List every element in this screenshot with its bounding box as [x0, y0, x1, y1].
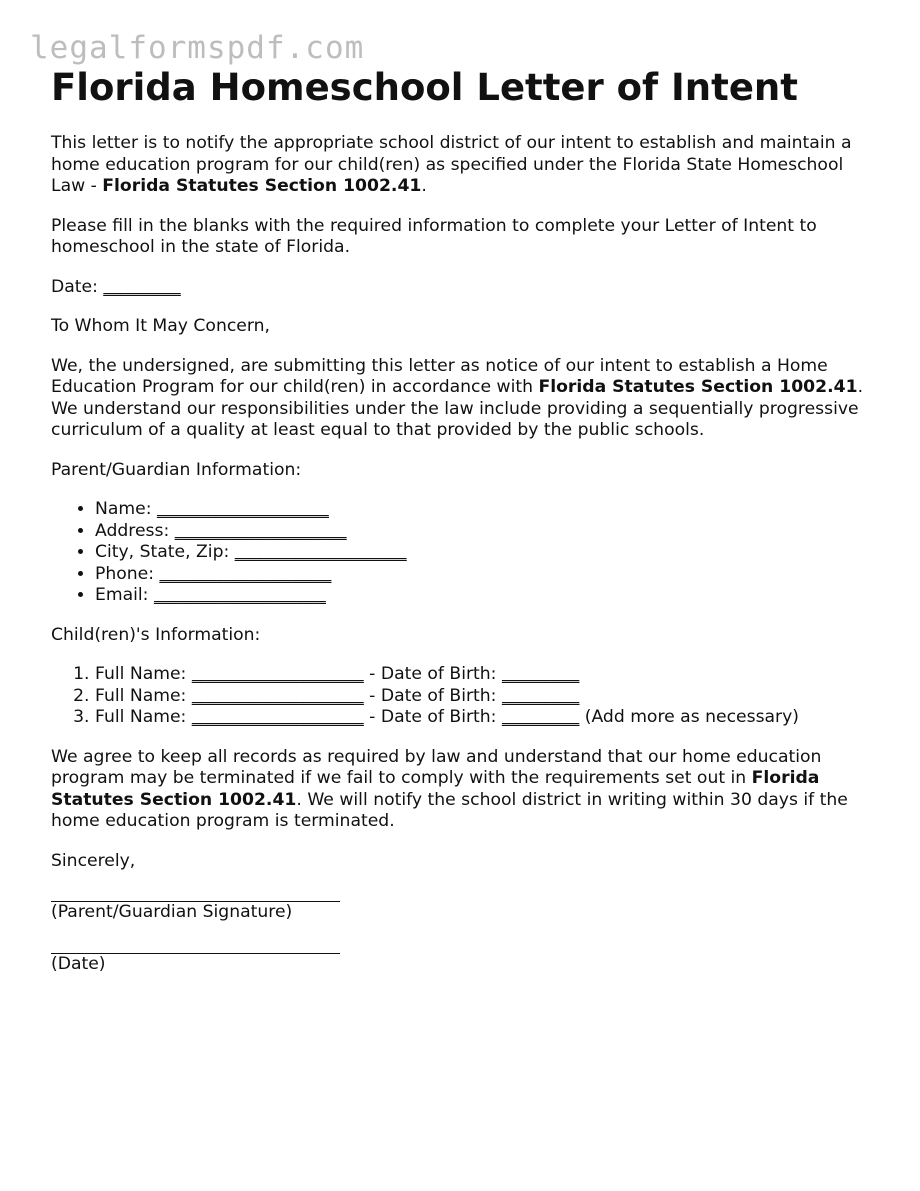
- list-item: [95, 664, 881, 686]
- parent-phone-blank[interactable]: ____________________: [159, 563, 332, 584]
- watermark: legalformspdf.com: [30, 30, 365, 66]
- child-dob-blank[interactable]: _________: [501, 664, 580, 684]
- child-dob-label: - Date of Birth:: [363, 664, 502, 684]
- child-name-label: Full Name:: [95, 685, 192, 706]
- agreement-text: We agree to keep all records as required by law and understand that our home education program may be terminated if we fail to comply with the requirements set out in: [51, 746, 822, 788]
- instructions-paragraph: Please fill in the blanks with the required information to complete your Letter of Intent to homeschool in the state of Florida.: [51, 215, 817, 257]
- child-name-blank[interactable]: ____________________: [191, 685, 364, 706]
- date-blank[interactable]: _________: [103, 276, 181, 297]
- intro-text-end: .: [421, 176, 427, 196]
- salutation: To Whom It May Concern,: [51, 316, 270, 336]
- page-title: Florida Homeschool Letter of Intent: [51, 66, 798, 109]
- signature-caption: (Parent/Guardian Signature): [51, 902, 293, 922]
- parent-email-label: Email:: [95, 585, 154, 605]
- child-name-blank[interactable]: ____________________: [191, 664, 364, 684]
- parent-email-blank[interactable]: ____________________: [153, 585, 326, 605]
- parent-address-blank[interactable]: ____________________: [174, 520, 347, 541]
- intro-text: This letter is to notify the appropriate school district of our intent to establish and maintain a home education program for our child(ren) as specified under the Florida State Homeschool Law -: [51, 133, 852, 196]
- agreement-paragraph: [51, 747, 881, 833]
- parent-city-blank[interactable]: ____________________: [234, 542, 407, 562]
- child-dob-blank[interactable]: _________: [501, 707, 580, 727]
- notice-text-end: . We understand our responsibilities under the law include providing a sequentially progressive curriculum of a quality at least equal to that provided by the public schools.: [51, 377, 864, 440]
- child-name-blank[interactable]: ____________________: [191, 707, 364, 727]
- parent-heading: Parent/Guardian Information:: [51, 459, 302, 480]
- parent-info-list: [51, 499, 881, 607]
- parent-city-label: City, State, Zip:: [95, 542, 235, 562]
- parent-address-label: Address:: [95, 520, 175, 541]
- list-item: [95, 686, 881, 708]
- agreement-statute: Florida Statutes Section 1002.41: [51, 768, 820, 810]
- children-heading: Child(ren)'s Information:: [51, 624, 261, 645]
- list-item: [95, 585, 881, 607]
- letter-body: [51, 133, 881, 993]
- add-more-note: (Add more as necessary): [579, 707, 800, 727]
- child-dob-label: - Date of Birth:: [363, 707, 502, 727]
- agreement-text-end: . We will notify the school district in writing within 30 days if the home education program is terminated.: [51, 789, 848, 831]
- notice-paragraph: [51, 356, 881, 442]
- date-field: [51, 277, 881, 299]
- parent-phone-label: Phone:: [95, 563, 160, 584]
- parent-name-blank[interactable]: ____________________: [156, 499, 329, 519]
- notice-statute: Florida Statutes Section 1002.41: [538, 377, 858, 397]
- children-info-list: [51, 664, 881, 729]
- intro-paragraph: [51, 133, 881, 198]
- parent-name-label: Name:: [95, 499, 157, 519]
- closing: Sincerely,: [51, 850, 136, 871]
- list-item: [95, 707, 881, 729]
- list-item: [95, 499, 881, 521]
- child-dob-label: - Date of Birth:: [363, 685, 502, 706]
- date-caption: (Date): [51, 953, 106, 974]
- child-name-label: Full Name:: [95, 707, 192, 727]
- child-name-label: Full Name:: [95, 664, 192, 684]
- intro-statute: Florida Statutes Section 1002.41: [102, 176, 422, 196]
- notice-text: We, the undersigned, are submitting this letter as notice of our intent to establish a Home Education Program for our child(ren) in accordance with: [51, 355, 828, 397]
- child-dob-blank[interactable]: _________: [501, 685, 580, 706]
- list-item: [95, 564, 881, 586]
- list-item: [95, 521, 881, 543]
- list-item: [95, 542, 881, 564]
- date-label: Date:: [51, 276, 104, 297]
